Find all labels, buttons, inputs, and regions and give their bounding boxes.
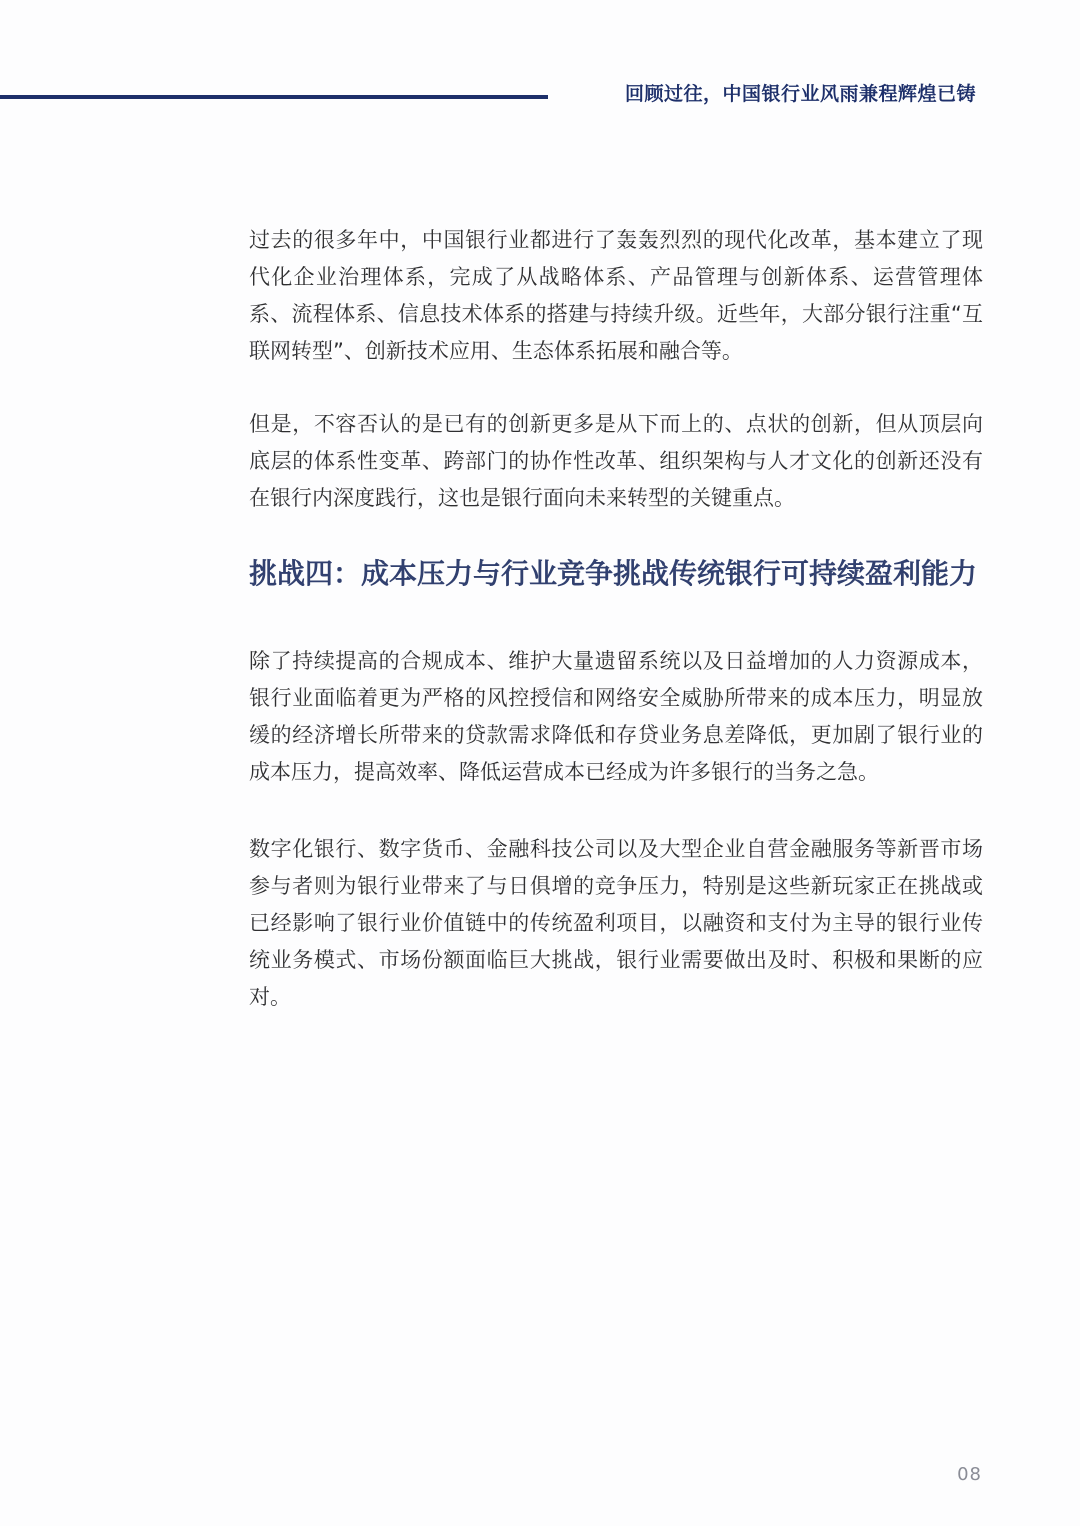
paragraph-competition: 数字化银行、数字货币、金融科技公司以及大型企业自营金融服务等新晋市场参与者则为银行业带来了与日俱增的竞争压力，特别是这些新玩家正在挑战或已经影响了银行业价值链中的传统盈利项目，以融资和支付为主导的银行业传统业务模式、市场份额面临巨大挑战，银行业需要做出及时、积极和果断的应对。 (249, 837, 983, 1009)
page-number: 08 (957, 1464, 982, 1485)
section-heading-prefix: 挑战四： (249, 557, 362, 590)
section-heading-title: 成本压力与行业竞争挑战传统银行可持续盈利能力 (361, 557, 978, 590)
paragraph-innovation: 但是，不容否认的是已有的创新更多是从下而上的、点状的创新，但从顶层向底层的体系性变革、跨部门的协作性改革、组织架构与人才文化的创新还没有在银行内深度践行，这也是银行面向未来转型的关键重点。 (249, 412, 983, 510)
paragraph-intro: 过去的很多年中，中国银行业都进行了轰轰烈烈的现代化改革，基本建立了现代化企业治理体系，完成了从战略体系、产品管理与创新体系、运营管理体系、流程体系、信息技术体系的搭建与持续升级。近些年，大部分银行注重“互联网转型”、创新技术应用、生态体系拓展和融合等。 (249, 228, 983, 363)
section-heading (249, 557, 983, 591)
paragraph-cost-pressure: 除了持续提高的合规成本、维护大量遗留系统以及日益增加的人力资源成本，银行业面临着更为严格的风控授信和网络安全威胁所带来的成本压力，明显放缓的经济增长所带来的贷款需求降低和存贷业务息差降低，更加剧了银行业的成本压力，提高效率、降低运营成本已经成为许多银行的当务之急。 (249, 649, 983, 784)
main-content (249, 222, 983, 1016)
running-header-title: 回顾过往，中国银行业风雨兼程辉煌已铸 (624, 83, 976, 105)
header-divider-line (0, 95, 548, 99)
